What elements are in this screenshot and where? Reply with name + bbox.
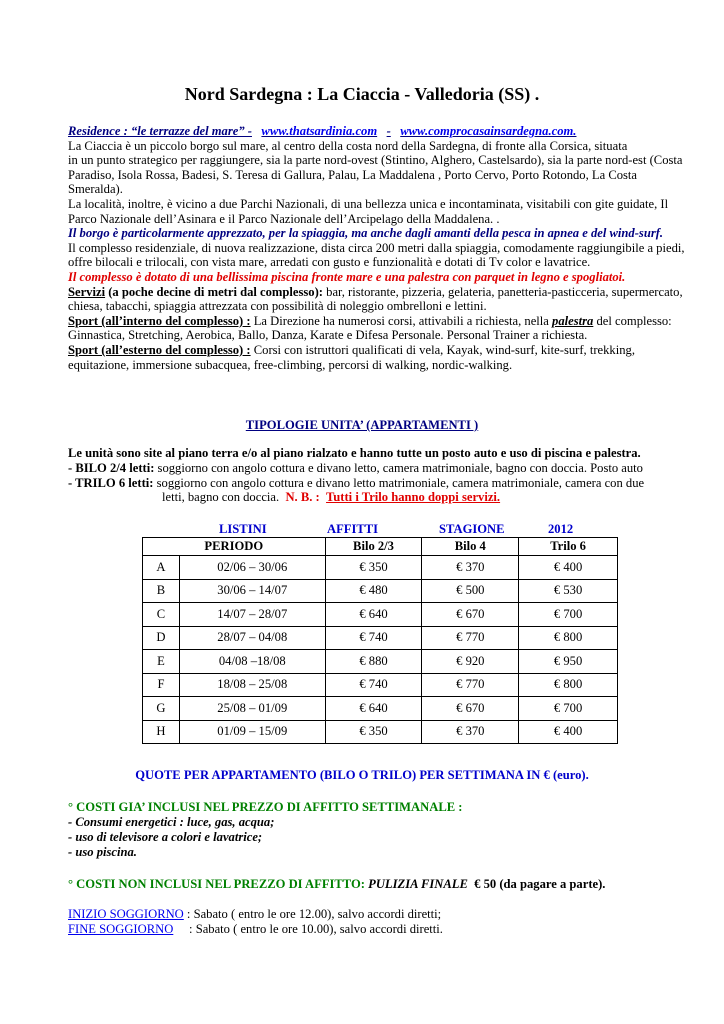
row-price: € 800 xyxy=(519,673,618,697)
residence-separator: - xyxy=(386,124,391,138)
row-price: € 370 xyxy=(422,720,519,744)
row-price: € 370 xyxy=(422,556,519,580)
servizi-label: Servizi xyxy=(68,284,106,299)
row-price: € 640 xyxy=(325,697,422,721)
row-letter: F xyxy=(143,673,180,697)
nb-label: N. B. : xyxy=(285,490,320,505)
sport-interno-text2: del complesso: Ginnastica, Stretching, Aerobica, Ballo, Danza, Karate e Difesa Personale. Personal Trainer a richiesta. xyxy=(68,313,672,343)
row-price: € 700 xyxy=(519,603,618,627)
quote-note: QUOTE PER APPARTAMENTO (BILO O TRILO) PER SETTIMANA IN € (euro). xyxy=(135,768,589,782)
costi-non-inclusi-line xyxy=(68,877,605,892)
fine-soggiorno-line xyxy=(68,922,443,937)
row-price: € 770 xyxy=(422,673,519,697)
row-price: € 740 xyxy=(325,626,422,650)
sport-interno-text1: La Direzione ha numerosi corsi, attivabili a richiesta, nella xyxy=(250,313,553,328)
row-price: € 350 xyxy=(325,720,422,744)
row-price: € 640 xyxy=(325,603,422,627)
residence-line xyxy=(68,124,690,139)
row-letter: G xyxy=(143,697,180,721)
row-price: € 920 xyxy=(422,650,519,674)
row-price: € 950 xyxy=(519,650,618,674)
table-row xyxy=(143,720,618,744)
listini-word: LISTINI xyxy=(219,522,267,536)
row-period: 18/08 – 25/08 xyxy=(179,673,325,697)
inizio-soggiorno-text: : Sabato ( entro le ore 12.00), salvo accordi diretti; xyxy=(183,907,442,921)
row-price: € 400 xyxy=(519,720,618,744)
complesso-paragraph: Il complesso residenziale, di nuova realizzazione, dista circa 200 metri dalla spiaggia, comodamente raggiungibile a piedi, offre bilocali e trilocali, con vista mare, arredati con gusto e funzionalità e dotati di Tv color e lavatrice. xyxy=(68,240,685,270)
table-row xyxy=(143,626,618,650)
bilo-label: - BILO 2/4 letti: xyxy=(68,460,155,475)
units-section xyxy=(68,446,698,505)
row-letter: C xyxy=(143,603,180,627)
table-row xyxy=(143,579,618,603)
row-letter: E xyxy=(143,650,180,674)
row-period: 25/08 – 01/09 xyxy=(179,697,325,721)
site-link-thatsardinia[interactable]: www.thatsardinia.com xyxy=(261,124,378,138)
costi-non-inclusi-heading: ° COSTI NON INCLUSI NEL PREZZO DI AFFITTO: xyxy=(68,877,365,891)
incluso-item: - Consumi energetici : luce, gas, acqua; xyxy=(68,815,275,829)
table-header-bilo23: Bilo 2/3 xyxy=(325,538,422,556)
servizi-text: bar, ristorante, pizzeria, gelateria, panetteria-pasticceria, supermercato, chiesa, tabacchi, spiaggia attrezzata con possibilità di noleggio ombrelloni e lettini. xyxy=(68,284,683,314)
row-price: € 480 xyxy=(325,579,422,603)
row-period: 28/07 – 04/08 xyxy=(179,626,325,650)
pulizia-finale-label: PULIZIA FINALE xyxy=(368,877,468,891)
costi-inclusi-heading: ° COSTI GIA’ INCLUSI NEL PREZZO DI AFFITTO SETTIMANALE : xyxy=(68,800,463,814)
row-period: 02/06 – 30/06 xyxy=(179,556,325,580)
nb-text: Tutti i Trilo hanno doppi servizi. xyxy=(326,490,501,505)
table-row xyxy=(143,697,618,721)
trilo-text: soggiorno con angolo cottura e divano letto matrimoniale, camera matrimoniale, camera con due xyxy=(153,475,645,490)
incluso-item: - uso piscina. xyxy=(68,845,137,859)
costi-inclusi-section xyxy=(68,800,462,860)
row-period: 01/09 – 15/09 xyxy=(179,720,325,744)
bilo-text: soggiorno con angolo cottura e divano letto, camera matrimoniale, bagno con doccia. Posto auto xyxy=(154,460,643,475)
pulizia-finale-price: € 50 (da pagare a parte). xyxy=(474,877,606,891)
incluso-item: - uso di televisore a colori e lavatrice; xyxy=(68,830,263,844)
trilo-line-2 xyxy=(68,490,698,505)
row-price: € 400 xyxy=(519,556,618,580)
row-period: 30/06 – 14/07 xyxy=(179,579,325,603)
table-header-row xyxy=(143,538,618,556)
row-price: € 530 xyxy=(519,579,618,603)
servizi-paragraph xyxy=(68,285,690,314)
year-word: 2012 xyxy=(548,522,574,536)
sport-esterno-label: Sport (all’esterno del complesso) : xyxy=(68,342,251,357)
row-period: 14/07 – 28/07 xyxy=(179,603,325,627)
trilo-label: - TRILO 6 letti: xyxy=(68,475,154,490)
soggiorno-section xyxy=(68,907,443,937)
row-price: € 800 xyxy=(519,626,618,650)
piscina-paragraph: Il complesso è dotato di una bellissima piscina fronte mare e una palestra con parquet in legno e spogliatoi. xyxy=(68,269,626,284)
residence-label: Residence : “le terrazze del mare” - xyxy=(68,124,252,138)
tipologie-heading: TIPOLOGIE UNITA’ (APPARTAMENTI ) xyxy=(245,418,479,432)
units-intro: Le unità sono site al piano terra e/o al piano rialzato e hanno tutte un posto auto e uso di piscina e palestra. xyxy=(68,446,641,460)
palestra-word: palestra xyxy=(552,313,594,328)
fine-soggiorno-text: : Sabato ( entro le ore 10.00), salvo accordi diretti. xyxy=(185,922,443,936)
row-price: € 350 xyxy=(325,556,422,580)
sport-interno-label: Sport (all’interno del complesso) : xyxy=(68,313,251,328)
inizio-soggiorno-label[interactable]: INIZIO SOGGIORNO xyxy=(68,907,184,921)
row-price: € 670 xyxy=(422,603,519,627)
row-price: € 700 xyxy=(519,697,618,721)
intro-paragraph-3: La località, inoltre, è vicino a due Parchi Nazionali, di una bellezza unica e incontaminata, visitabili con gite guidate, Il Parco Nazionale dell’Asinara e il Parco Nazionale dell’Arcipelago della Maddalena. . xyxy=(68,196,669,226)
sport-esterno-text: Corsi con istruttori qualificati di vela, Kayak, wind-surf, kite-surf, trekking, equitazione, immersione subacquea, free-climbing, percorsi di walking, nordic-walking. xyxy=(68,342,635,372)
affitti-word: AFFITTI xyxy=(327,522,379,536)
row-price: € 500 xyxy=(422,579,519,603)
intro-paragraph-1: La Ciaccia è un piccolo borgo sul mare, al centro della costa nord della Sardegna, di fronte alla Corsica, situata xyxy=(68,138,628,153)
table-header-periodo: PERIODO xyxy=(143,538,326,556)
row-period: 04/08 –18/08 xyxy=(179,650,325,674)
sport-interno-paragraph xyxy=(68,314,690,343)
table-row xyxy=(143,650,618,674)
table-header-trilo6: Trilo 6 xyxy=(519,538,618,556)
row-letter: A xyxy=(143,556,180,580)
row-price: € 880 xyxy=(325,650,422,674)
row-price: € 770 xyxy=(422,626,519,650)
bilo-line xyxy=(68,461,698,476)
sport-esterno-paragraph xyxy=(68,343,690,372)
site-link-comprocasa[interactable]: www.comprocasainsardegna.com. xyxy=(400,124,577,138)
row-letter: D xyxy=(143,626,180,650)
table-header-bilo4: Bilo 4 xyxy=(422,538,519,556)
intro-paragraph-2: in un punto strategico per raggiungere, sia la parte nord-ovest (Stintino, Alghero, Castelsardo), sia la parte nord-est (Costa Paradiso, Isola Rossa, Badesi, S. Teresa di Gallura, Palau, La Maddalena , Porto Cervo, Porto Rotondo, La Costa Smeralda). xyxy=(68,153,683,197)
fine-soggiorno-label[interactable]: FINE SOGGIORNO xyxy=(68,922,174,936)
row-letter: B xyxy=(143,579,180,603)
trilo-line xyxy=(68,476,698,491)
inizio-soggiorno-line xyxy=(68,907,443,922)
row-price: € 670 xyxy=(422,697,519,721)
page-title: Nord Sardegna : La Ciaccia - Valledoria (SS) . xyxy=(184,84,540,104)
servizi-bold: (a poche decine di metri dal complesso): xyxy=(105,284,323,299)
description-body xyxy=(68,124,690,372)
table-row xyxy=(143,603,618,627)
table-row xyxy=(143,673,618,697)
table-row xyxy=(143,556,618,580)
trilo-text-2: letti, bagno con doccia. xyxy=(162,490,280,505)
borgo-paragraph: Il borgo è particolarmente apprezzato, per la spiaggia, ma anche dagli amanti della pesca in apnea e del wind-surf. xyxy=(68,226,664,241)
price-table xyxy=(142,537,618,744)
row-price: € 740 xyxy=(325,673,422,697)
stagione-word: STAGIONE xyxy=(439,522,505,536)
row-letter: H xyxy=(143,720,180,744)
